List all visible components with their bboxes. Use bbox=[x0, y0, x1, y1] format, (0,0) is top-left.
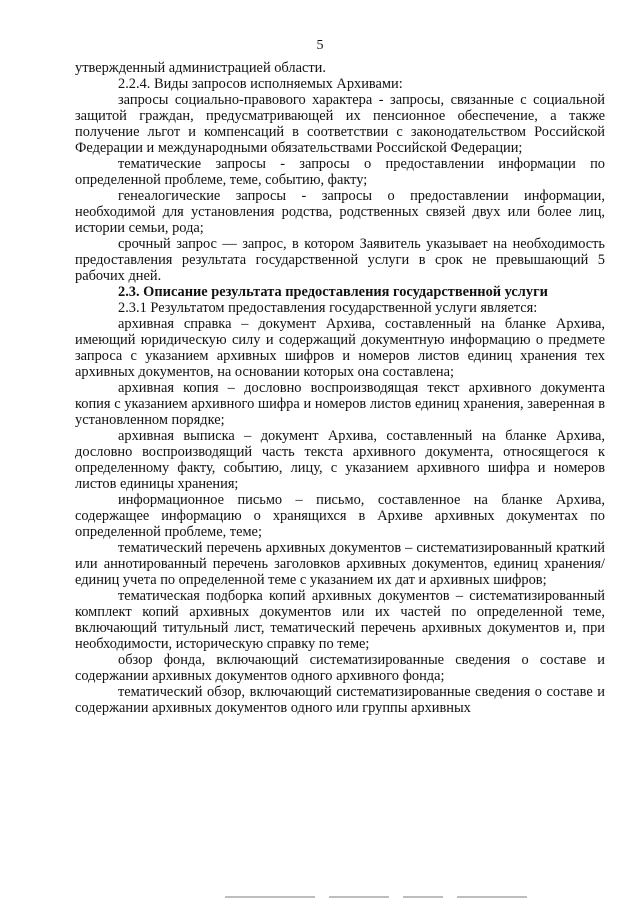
document-body bbox=[75, 60, 605, 716]
paragraph: архивная выписка – документ Архива, составленный на бланке Архива, дословно воспроизводящий часть текста архивного документа, относящегося к определенному факту, событию, лицу, с указанием архивного шифра и номеров листов единицы хранения; bbox=[75, 428, 605, 492]
paragraph: информационное письмо – письмо, составленное на бланке Архива, содержащее информацию о хранящихся в Архиве архивных документах по определенной проблеме, теме; bbox=[75, 492, 605, 540]
paragraph: запросы социально-правового характера - запросы, связанные с социальной защитой граждан, предусматривающей их пенсионное обеспечение, а также получение льгот и компенсаций в соответствии с законодательством Российской Федерации и международными обязательствами Российской Федерации; bbox=[75, 92, 605, 156]
paragraph: 2.3. Описание результата предоставления государственной услуги bbox=[118, 284, 548, 300]
paragraph: тематическая подборка копий архивных документов – систематизированный комплект копий архивных документов или их частей по определенной теме, включающий титульный лист, тематический перечень архивных документов и, при необходимости, историческую справку по теме; bbox=[75, 588, 605, 652]
paragraph: тематический перечень архивных документов – систематизированный краткий или аннотированный перечень заголовков архивных документов, единиц хранения/единиц учета по определенной теме с указанием их дат и архивных шифров; bbox=[75, 540, 605, 588]
paragraph: генеалогические запросы - запросы о предоставлении информации, необходимой для установления родства, родственных связей двух или более лиц, истории семьи, рода; bbox=[75, 188, 605, 236]
footer-artifact bbox=[225, 888, 565, 894]
paragraph: срочный запрос — запрос, в котором Заявитель указывает на необходимость предоставления результата государственной услуги в срок не превышающий 5 рабочих дней. bbox=[75, 236, 605, 284]
paragraph: 2.3.1 Результатом предоставления государственной услуги является: bbox=[118, 300, 538, 316]
page-number: 5 bbox=[316, 38, 324, 53]
paragraph: обзор фонда, включающий систематизированные сведения о составе и содержании архивных документов одного архивного фонда; bbox=[75, 652, 605, 684]
paragraph: тематический обзор, включающий систематизированные сведения о составе и содержании архивных документов одного или группы архивных bbox=[75, 684, 605, 716]
paragraph: утвержденный администрацией области. bbox=[75, 60, 326, 76]
paragraph: архивная копия – дословно воспроизводящая текст архивного документа копия с указанием архивного шифра и номеров листов единиц хранения, заверенная в установленном порядке; bbox=[75, 380, 605, 428]
paragraph: 2.2.4. Виды запросов исполняемых Архивами: bbox=[118, 76, 403, 92]
paragraph: тематические запросы - запросы о предоставлении информации по определенной проблеме, теме, событию, факту; bbox=[75, 156, 605, 188]
paragraph: архивная справка – документ Архива, составленный на бланке Архива, имеющий юридическую силу и содержащий документную информацию о предмете запроса с указанием архивных шифров и номеров листов единиц хранения тех архивных документов, на основании которых она составлена; bbox=[75, 316, 605, 380]
